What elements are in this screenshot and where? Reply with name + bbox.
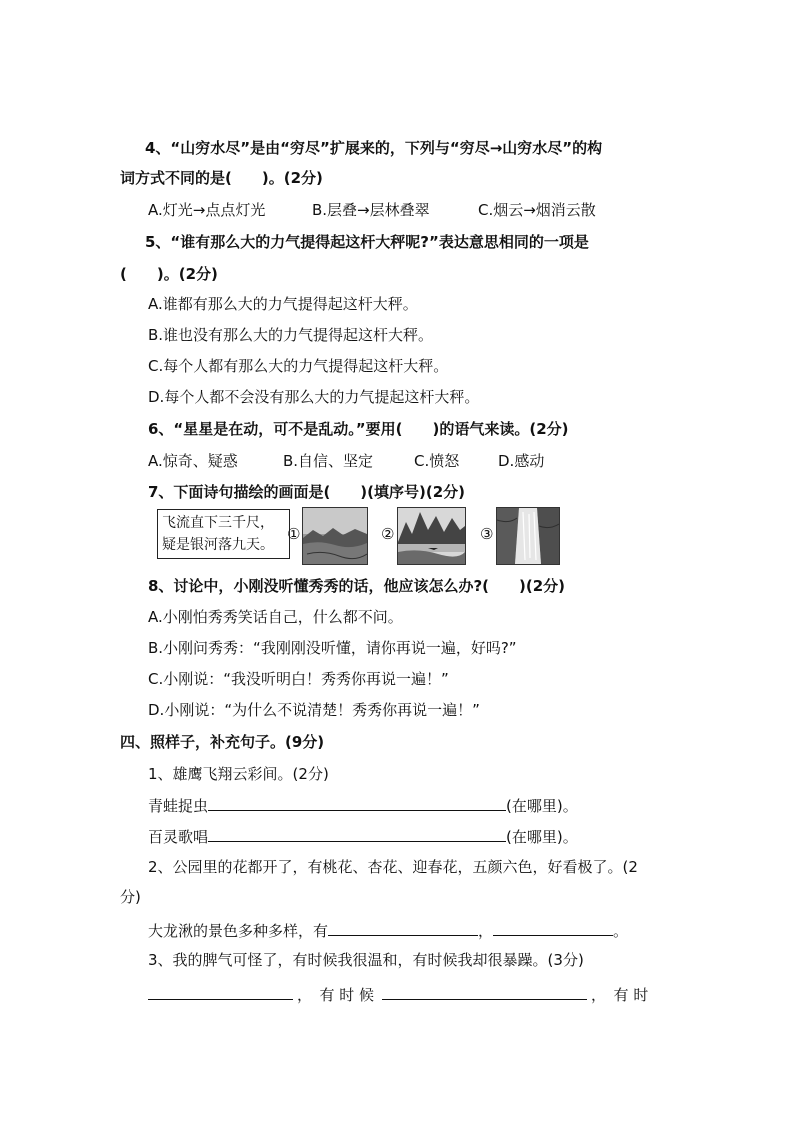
q6-option-d: D.感动 xyxy=(498,452,545,470)
s3-answer-mid: ， 有 时 候 xyxy=(297,986,375,1004)
s1-line2-suffix: (在哪里)。 xyxy=(506,828,578,846)
q6-option-a: A.惊奇、疑惑 xyxy=(148,452,238,470)
s2-blank-1[interactable] xyxy=(328,919,478,936)
q8-option-a: A.小刚怕秀秀笑话自己，什么都不问。 xyxy=(148,608,403,626)
poem-line-1: 飞流直下三千尺， xyxy=(162,515,274,531)
s1-line2 xyxy=(148,825,578,847)
q6-option-b: B.自信、坚定 xyxy=(283,452,374,470)
s2-stem-line2: 分) xyxy=(120,888,141,906)
q7-stem: 7、下面诗句描绘的画面是( )(填序号)(2分) xyxy=(148,483,466,501)
q8-option-d: D.小刚说：“为什么不说清楚！秀秀你再说一遍！” xyxy=(148,701,480,719)
s2-answer-mid: ， xyxy=(478,922,494,940)
q6-option-c: C.愤怒 xyxy=(414,452,460,470)
q8-option-c: C.小刚说：“我没听明白！秀秀你再说一遍！” xyxy=(148,670,449,688)
q4-option-b: B.层叠→层林叠翠 xyxy=(312,201,430,219)
q4-option-c: C.烟云→烟消云散 xyxy=(478,201,596,219)
q5-option-a: A.谁都有那么大的力气提得起这杆大秤。 xyxy=(148,295,418,313)
section4-title: 四、照样子，补充句子。(9分) xyxy=(120,733,325,751)
s3-answer-line xyxy=(148,983,648,1005)
s1-line1-blank[interactable] xyxy=(208,794,506,811)
q4-stem-line2: 词方式不同的是( )。(2分) xyxy=(120,169,323,187)
picture-1-mountains xyxy=(302,507,368,565)
marker-3: ③ xyxy=(480,525,494,543)
q8-option-b: B.小刚问秀秀：“我刚刚没听懂，请你再说一遍，好吗?” xyxy=(148,639,517,657)
s3-blank-2[interactable] xyxy=(382,983,587,1000)
q5-option-b: B.谁也没有那么大的力气提得起这杆大秤。 xyxy=(148,326,434,344)
s2-answer-prefix: 大龙湫的景色多种多样，有 xyxy=(148,922,329,940)
picture-2-peaks-river xyxy=(397,507,466,565)
s3-blank-1[interactable] xyxy=(148,983,293,1000)
s1-line2-blank[interactable] xyxy=(208,825,506,842)
marker-1: ① xyxy=(287,525,301,543)
q4-option-a: A.灯光→点点灯光 xyxy=(148,201,266,219)
marker-2: ② xyxy=(381,525,395,543)
poem-box xyxy=(157,509,290,559)
s1-stem: 1、雄鹰飞翔云彩间。(2分) xyxy=(148,765,329,783)
s2-answer-line xyxy=(148,919,628,941)
s1-line1-prefix: 青蛙捉虫 xyxy=(148,797,209,815)
q5-stem-line2: ( )。(2分) xyxy=(120,265,218,283)
q5-stem-line1: 5、“谁有那么大的力气提得起这杆大秤呢?”表达意思相同的一项是 xyxy=(145,233,589,251)
s3-stem: 3、我的脾气可怪了，有时候我很温和，有时候我却很暴躁。(3分) xyxy=(148,951,584,969)
s2-answer-end: 。 xyxy=(613,922,629,940)
s1-line1 xyxy=(148,794,578,816)
s1-line1-suffix: (在哪里)。 xyxy=(506,797,578,815)
s1-line2-prefix: 百灵歌唱 xyxy=(148,828,209,846)
s2-stem-line1: 2、公园里的花都开了，有桃花、杏花、迎春花，五颜六色，好看极了。(2 xyxy=(148,858,638,876)
q6-stem: 6、“星星是在动，可不是乱动。”要用( )的语气来读。(2分) xyxy=(148,420,569,438)
s3-answer-end: ， 有 时 xyxy=(591,986,649,1004)
s2-blank-2[interactable] xyxy=(493,919,613,936)
q5-option-d: D.每个人都不会没有那么大的力气提起这杆大秤。 xyxy=(148,388,480,406)
q8-stem: 8、讨论中，小刚没听懂秀秀的话，他应该怎么办?( )(2分) xyxy=(148,577,565,595)
q5-option-c: C.每个人都有那么大的力气提得起这杆大秤。 xyxy=(148,357,449,375)
poem-line-2: 疑是银河落九天。 xyxy=(162,537,274,553)
picture-3-waterfall xyxy=(496,507,560,565)
q4-stem-line1: 4、“山穷水尽”是由“穷尽”扩展来的，下列与“穷尽→山穷水尽”的构 xyxy=(145,139,603,157)
